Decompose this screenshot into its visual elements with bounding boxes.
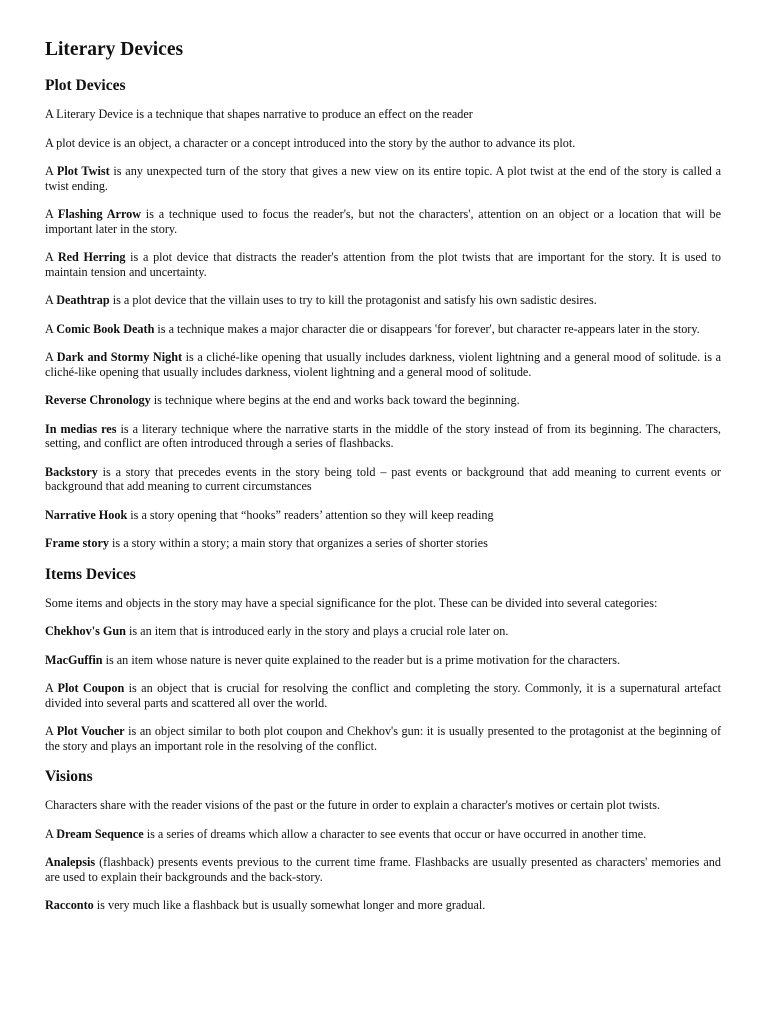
paragraph: MacGuffin is an item whose nature is never quite explained to the reader but is a prime motivation for the characters. (45, 652, 620, 667)
term: Narrative Hook (45, 507, 128, 522)
paragraph: Frame story is a story within a story; a main story that organizes a series of shorter stories (45, 536, 488, 550)
term: Comic Book Death (56, 321, 155, 336)
term: Chekhov's Gun (45, 624, 126, 638)
term: Plot Voucher (56, 724, 125, 738)
term: In medias res (45, 421, 117, 436)
paragraph: Narrative Hook is a story opening that “hooks” readers’ attention so they will keep reading (45, 507, 494, 522)
paragraph: Backstory is a story that precedes events in the story being told – past events or background that add meaning to current events or background that add meaning to current circumstances (45, 464, 721, 493)
paragraph: A Dream Sequence is a series of dreams which allow a character to see events that occur or have occurred in another time. (45, 826, 647, 841)
paragraph: A Red Herring is a plot device that distracts the reader's attention from the plot twists that are important for the story. It is used to maintain tension and uncertainty. (45, 250, 721, 279)
term: Deathtrap (56, 293, 110, 307)
section-heading: Visions (45, 768, 93, 785)
paragraph: A Comic Book Death is a technique makes a major character die or disappears 'for forever', but character re-appears later in the story. (45, 321, 700, 336)
term: Racconto (45, 898, 94, 912)
paragraph: A Plot Twist is any unexpected turn of the story that gives a new view on its entire topic. A plot twist at the end of the story is called a twist ending. (45, 164, 722, 193)
paragraph: In medias res is a literary technique where the narrative starts in the middle of the story instead of from its beginning. The characters, setting, and conflict are often introduced through a series of flashbacks. (45, 421, 721, 450)
paragraph: A Dark and Stormy Night is a cliché-like opening that usually includes darkness, violent lightning and a general mood of solitude. is a cliché-like opening that usually includes darkness, violent lightning and a general mood of solitude. (45, 350, 721, 379)
term: Backstory (45, 464, 98, 479)
paragraph: Some items and objects in the story may have a special significance for the plot. These can be divided into several categories: (45, 595, 658, 610)
section-items-devices (45, 565, 721, 754)
term: Dark and Stormy Night (56, 350, 183, 364)
term: Reverse Chronology (45, 393, 151, 407)
term: Plot Coupon (57, 681, 125, 695)
paragraph: A Plot Coupon is an object that is crucial for resolving the conflict and completing the story. Commonly, it is a supernatural artefact divided into several parts and scattered all over the world. (45, 681, 721, 710)
section-visions (45, 767, 721, 913)
paragraph: Chekhov's Gun is an item that is introduced early in the story and plays a crucial role later on. (45, 624, 509, 638)
paragraph: A Flashing Arrow is a technique used to focus the reader's, but not the characters', attention on an object or a location that will be important later in the story. (45, 207, 721, 236)
section-heading: Plot Devices (45, 77, 126, 94)
paragraph: A Plot Voucher is an object similar to both plot coupon and Chekhov's gun: it is usually presented to the protagonist at the beginning of the story and plays an important role in the resolving of the conflict. (45, 724, 722, 753)
section-heading: Items Devices (45, 565, 136, 583)
term: Plot Twist (56, 164, 110, 178)
paragraph: A Literary Device is a technique that shapes narrative to produce an effect on the reader (45, 107, 473, 121)
section-plot-devices (45, 76, 721, 551)
paragraph: A Deathtrap is a plot device that the villain uses to try to kill the protagonist and satisfy his own sadistic desires. (45, 293, 597, 307)
paragraph: Analepsis (flashback) presents events previous to the current time frame. Flashbacks are usually presented as characters' memories and are used to explain their backgrounds and the back-story. (45, 855, 721, 884)
paragraph: Characters share with the reader visions of the past or the future in order to explain a character's motives or certain plot twists. (45, 798, 661, 812)
term: Frame story (45, 536, 109, 550)
paragraph: Reverse Chronology is technique where begins at the end and works back toward the beginning. (45, 393, 520, 407)
term: Red Herring (57, 250, 126, 264)
term: Flashing Arrow (57, 207, 142, 221)
term: Dream Sequence (56, 826, 144, 841)
document-title: Literary Devices (45, 39, 184, 60)
term: MacGuffin (45, 652, 103, 667)
paragraph: Racconto is very much like a flashback but is usually somewhat longer and more gradual. (45, 898, 486, 912)
paragraph: A plot device is an object, a character or a concept introduced into the story by the author to advance its plot. (45, 135, 576, 150)
term: Analepsis (45, 855, 96, 869)
